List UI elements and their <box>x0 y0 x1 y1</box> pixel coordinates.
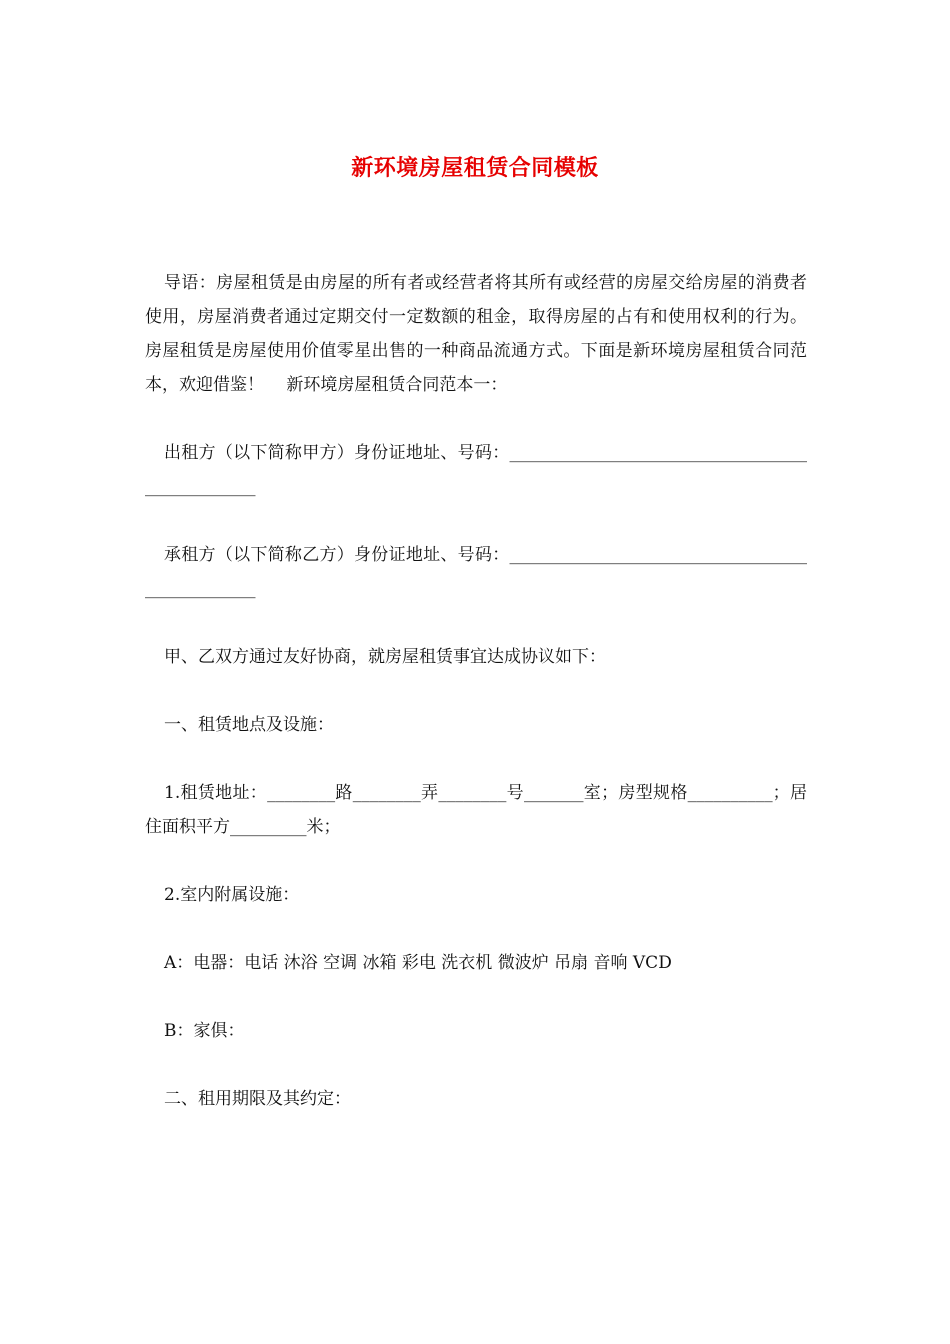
document-body <box>145 266 807 1150</box>
appliances-line: A：电器：电话 沐浴 空调 冰箱 彩电 洗衣机 微波炉 吊扇 音响 VCD <box>164 953 672 973</box>
furniture-line: B：家俱： <box>164 1021 245 1041</box>
section-heading-2: 二、租用期限及其约定： <box>164 1089 351 1109</box>
agreement-intro: 甲、乙双方通过友好协商，就房屋租赁事宜达成协议如下： <box>164 647 606 667</box>
section-heading-1: 一、租赁地点及设施： <box>164 715 334 735</box>
facilities-heading: 2.室内附属设施： <box>164 885 300 905</box>
lessee-line: 承租方（以下简称乙方）身份证地址、号码：________________________________________________ <box>145 545 807 599</box>
intro-paragraph: 导语：房屋租赁是由房屋的所有者或经营者将其所有或经营的房屋交给房屋的消费者使用，房屋消费者通过定期交付一定数额的租金，取得房屋的占有和使用权利的行为。房屋租赁是房屋使用价值零星出售的一种商品流通方式。下面是新环境房屋租赁合同范本，欢迎借鉴！ 新环境房屋租赁合同范本一： <box>145 273 807 395</box>
rental-address-line: 1.租赁地址：________路________弄________号_______室；房型规格__________；居住面积平方_________米； <box>145 783 807 837</box>
document-title: 新环境房屋租赁合同模板 <box>351 155 599 181</box>
lessor-line: 出租方（以下简称甲方）身份证地址、号码：________________________________________________ <box>145 443 807 497</box>
